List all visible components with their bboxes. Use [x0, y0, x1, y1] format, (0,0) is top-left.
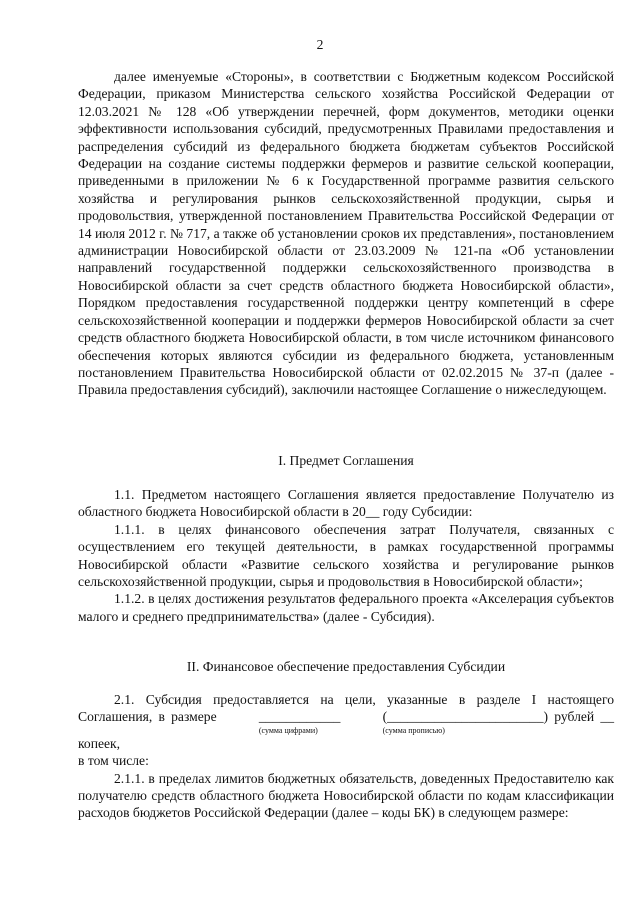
intro-paragraph: далее именуемые «Стороны», в соответствии с Бюджетным кодексом Российской Федерации, приказом Министерства сельского хозяйства Российской Федерации от 12.03.2021 № 128 «Об утверждении перечней, форм документов, методики оценки эффективности использования субсидий, предусмотренных Правилами предоставления и распределения субсидий из федерального бюджета бюджетам субъектов Российской Федерации на создание системы поддержки фермеров и развитие сельской кооперации, приведенными в приложении № 6 к Государственной программе развития сельского хозяйства и регулирования рынков сельскохозяйственной продукции, сырья и продовольствия, утвержденной постановлением Правительства Российской Федерации от 14 июля 2012 г. № 717, а также об установлении сроков их представления», постановлением администрации Новосибирской области от 23.03.2009 № 121-па «Об установлении направлений государственной поддержки сельскохозяйственного производства в Новосибирской области за счет средств областного бюджета Новосибирской области», Порядком предоставления государственной поддержки центру компетенций в сфере сельскохозяйственной кооперации и поддержки фермеров Новосибирской области за счет средств областного бюджета Новосибирской области, в том числе источником финансового обеспечения которых являются субсидии из федерального бюджета, установленным постановлением Правительства Новосибирской области от 02.02.2015 № 37-п (далее - Правила предоставления субсидий), заключили настоящее Соглашение о нижеследующем. — [78, 69, 614, 398]
clause-1-1: 1.1. Предметом настоящего Соглашения является предоставление Получателю из областного бюджета Новосибирской области в 20__ году Субсидии: — [78, 487, 614, 520]
including-label: в том числе: — [78, 753, 149, 769]
page-number: 2 — [316, 37, 324, 52]
clause-2-1-tail: рублей __ копеек, — [78, 709, 614, 751]
amount-digits-field — [223, 708, 341, 734]
amount-digits-hint: (сумма цифрами) — [258, 725, 318, 735]
clause-2-1-1: 2.1.1. в пределах лимитов бюджетных обязательств, доведенных Предоставителю как получателю средств областного бюджета Новосибирской области по кодам классификации расходов бюджетов Российской Федерации (далее – коды БК) в следующем размере: — [78, 770, 614, 821]
clause-1-1-2: 1.1.2. в целях достижения результатов федерального проекта «Акселерация субъектов малого и среднего предпринимательства» (далее - Субсидия). — [78, 591, 614, 624]
section-2-body — [78, 691, 614, 822]
amount-words-blank: (_______________________) — [382, 709, 549, 725]
intro-block — [78, 68, 614, 399]
clause-2-1 — [78, 691, 614, 752]
clause-2-1-lead: 2.1. Субсидия предоставляется на цели, указанные в разделе I настоящего Соглашения, в размере — [78, 692, 614, 725]
amount-words-hint: (сумма прописью) — [382, 725, 445, 735]
amount-digits-blank: ____________ — [258, 709, 341, 725]
amount-words-field — [347, 708, 548, 734]
section-1-body — [78, 486, 614, 625]
clause-1-1-1: 1.1.1. в целях финансового обеспечения затрат Получателя, связанных с осуществлением его текущей деятельности, в рамках государственной программы Новосибирской области «Развитие сельского хозяйства и регулирование рынков сельскохозяйственной продукции, сырья и продовольствия в Новосибирской области»; — [78, 521, 614, 590]
section-1-title: I. Предмет Соглашения — [278, 453, 414, 468]
section-2-title: II. Финансовое обеспечение предоставления Субсидии — [186, 659, 506, 674]
